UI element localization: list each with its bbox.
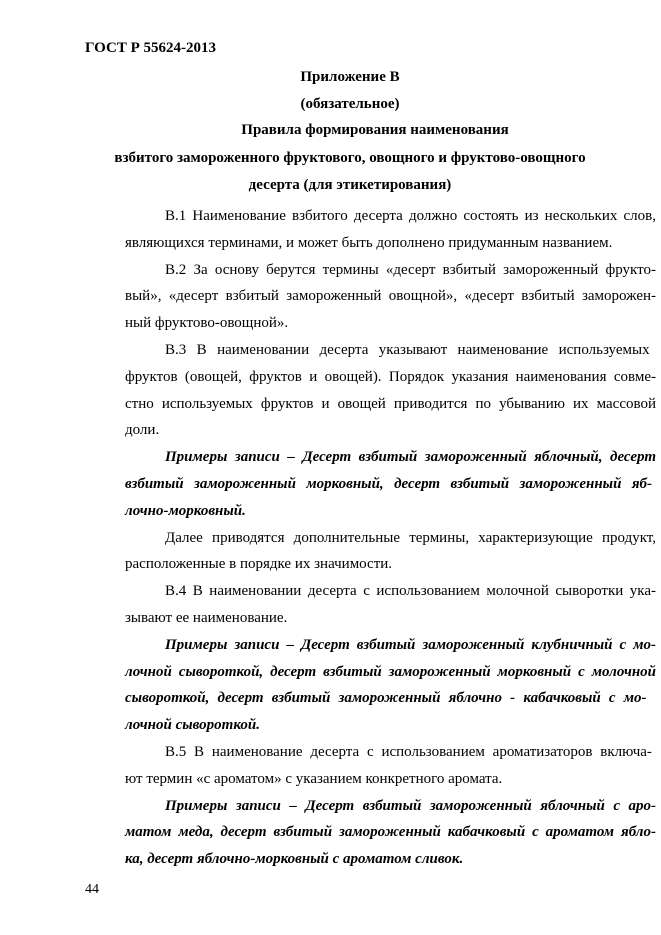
paragraph-b2 <box>85 257 656 337</box>
text-line: Примеры записи – Десерт взбитый замороженный яблочный, десерт <box>165 449 656 466</box>
paragraph-b1 <box>85 203 656 257</box>
text-line: В.3 В наименовании десерта указывают наименование используемых <box>165 341 650 358</box>
text-line: расположенные в порядке их значимости. <box>125 556 393 573</box>
text-line: Далее приводятся дополнительные термины, характеризующие продукт, <box>165 529 656 546</box>
text-line: лочно-морковный. <box>125 502 246 519</box>
text-line: В.4 В наименовании десерта с использованием молочной сыворотки ука- <box>165 583 656 600</box>
paragraph-b5 <box>85 739 652 793</box>
text-line: ка, десерт яблочно-морковный с ароматом сливок. <box>125 851 464 868</box>
text-line: фруктов (овощей, фруктов и овощей). Порядок указания наименования совме- <box>125 368 656 385</box>
paragraph-additional-terms <box>85 525 656 579</box>
text-line: зывают ее наименование. <box>125 609 288 626</box>
text-line: В.5 В наименование десерта с использованием ароматизаторов включа- <box>165 743 652 760</box>
text-line: матом меда, десерт взбитый замороженный кабачковый с ароматом ябло- <box>125 824 656 841</box>
paragraph-b4 <box>85 578 656 632</box>
text-line: взбитый замороженный морковный, десерт взбитый замороженный яб- <box>125 475 653 492</box>
text-line: В.2 За основу берутся термины «десерт взбитый замороженный фрукто- <box>165 261 656 278</box>
example-b4 <box>85 632 656 739</box>
example-b5 <box>85 793 656 873</box>
appendix-title: Приложение В <box>300 69 400 85</box>
appendix-heading-line-2: взбитого замороженного фруктового, овощного и фруктово-овощного <box>114 150 586 166</box>
text-line: ют термин «с ароматом» с указанием конкретного аромата. <box>125 770 503 787</box>
example-b3 <box>85 444 656 524</box>
paragraph-b3 <box>85 337 656 444</box>
text-line: стно используемых фруктов и овощей приводится по убыванию их массовой <box>125 395 656 412</box>
text-line: Примеры записи – Десерт взбитый замороженный яблочный с аро- <box>165 797 656 814</box>
text-line: вый», «десерт взбитый замороженный овощной», «десерт взбитый заморожен- <box>125 288 656 305</box>
text-line: являющихся терминами, и может быть дополнено придуманным названием. <box>125 234 613 251</box>
text-line: лочной сывороткой. <box>125 717 260 734</box>
appendix-heading-line-1: Правила формирования наименования <box>241 122 509 138</box>
page-number: 44 <box>85 882 99 897</box>
text-line: доли. <box>125 422 160 439</box>
document-code: ГОСТ Р 55624-2013 <box>85 40 217 56</box>
appendix-heading-line-3: десерта (для этикетирования) <box>248 177 452 193</box>
text-line: В.1 Наименование взбитого десерта должно состоять из нескольких слов, <box>165 208 656 224</box>
appendix-status: (обязательное) <box>300 96 400 112</box>
text-line: ный фруктово-овощной». <box>125 315 289 332</box>
text-line: Примеры записи – Десерт взбитый замороженный клубничный с мо- <box>165 636 656 653</box>
text-line: сывороткой, десерт взбитый замороженный яблочно - кабачковый с мо- <box>125 690 647 707</box>
body-text <box>85 203 656 873</box>
text-line: лочной сывороткой, десерт взбитый замороженный морковный с молочной <box>125 663 656 680</box>
